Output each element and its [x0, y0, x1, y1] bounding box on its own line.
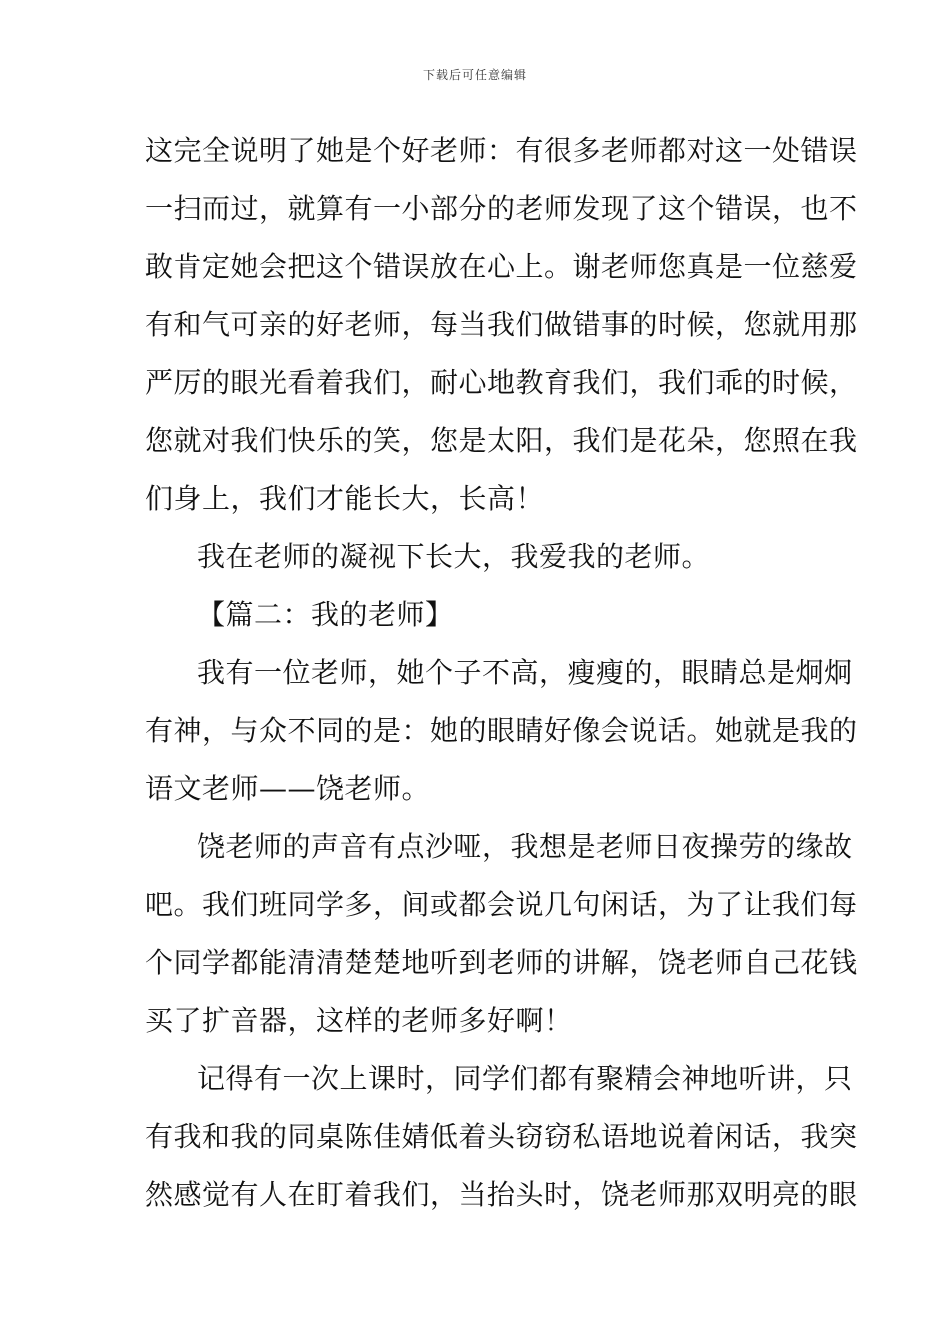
header-note: 下载后可任意编辑 [422, 68, 527, 82]
text-line: 然感觉有人在盯着我们，当抬头时，饶老师那双明亮的眼 [145, 1178, 858, 1211]
text-line: 买了扩音器，这样的老师多好啊！ [145, 1004, 573, 1037]
document-body [145, 122, 858, 1224]
paragraph-line: 记得有一次上课时，同学们都有聚精会神地听讲，只 [197, 1062, 853, 1095]
text-line: 一扫而过，就算有一小部分的老师发现了这个错误，也不 [145, 192, 858, 225]
text-line: 严厉的眼光看着我们，耐心地教育我们，我们乖的时候， [145, 366, 858, 399]
paragraph-line: 我在老师的凝视下长大，我爱我的老师。 [197, 540, 711, 573]
text-line: 吧。我们班同学多，间或都会说几句闲话，为了让我们每 [145, 888, 858, 921]
text-line: 语文老师——饶老师。 [145, 772, 431, 805]
text-line: 个同学都能清清楚楚地听到老师的讲解，饶老师自己花钱 [145, 946, 858, 979]
section-heading: 【篇二：我的老师】 [197, 598, 454, 631]
text-line: 敢肯定她会把这个错误放在心上。谢老师您真是一位慈爱 [145, 250, 858, 283]
text-line: 您就对我们快乐的笑，您是太阳，我们是花朵，您照在我 [145, 424, 858, 457]
text-line: 有神，与众不同的是：她的眼睛好像会说话。她就是我的 [145, 714, 858, 747]
paragraph-line: 饶老师的声音有点沙哑，我想是老师日夜操劳的缘故 [197, 830, 853, 863]
text-line: 这完全说明了她是个好老师：有很多老师都对这一处错误 [145, 134, 858, 167]
text-line: 们身上，我们才能长大，长高！ [145, 482, 545, 515]
text-line: 有和气可亲的好老师，每当我们做错事的时候，您就用那 [145, 308, 858, 341]
paragraph-line: 我有一位老师，她个子不高，瘦瘦的，眼睛总是炯炯 [197, 656, 853, 689]
text-line: 有我和我的同桌陈佳婧低着头窃窃私语地说着闲话，我突 [145, 1120, 858, 1153]
